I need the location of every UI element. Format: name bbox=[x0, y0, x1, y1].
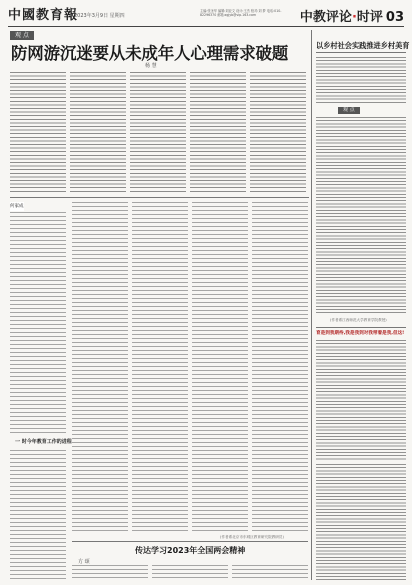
horizontal-divider bbox=[10, 197, 309, 198]
right-box-body-2 bbox=[316, 464, 406, 580]
right-box-title: 育是到我期待,我是我到对我带着是我,但这! bbox=[316, 331, 405, 336]
main-article-col-4 bbox=[190, 72, 246, 192]
main-article-col-2 bbox=[70, 72, 126, 192]
side-article-tag: 观 点 bbox=[338, 107, 360, 114]
bottom-col-2 bbox=[152, 565, 228, 581]
section-name-2: 时评 bbox=[356, 10, 383, 25]
main-article-headline: 防网游沉迷要从未成年人心理需求破题 bbox=[11, 44, 289, 63]
right-box-body-1 bbox=[316, 340, 406, 460]
side-article-headline: 以乡村社会实践推进乡村美育 bbox=[316, 41, 410, 50]
section-name: 中教评论 bbox=[299, 10, 352, 25]
main-article-author: 杨 慧 bbox=[145, 63, 157, 69]
bottom-article-author: 方 颂 bbox=[78, 559, 90, 565]
lower-left-subheading: 一 时今年教育工作的进程 bbox=[12, 438, 75, 445]
editorial-info: 主编:张圣华 编辑:刘亚文 设计:王杰 校对:刘 梦 电话:010-82296370 邮箱:zgjyb@vip.163.com bbox=[200, 9, 282, 18]
newspaper-logo: 中國教育報 bbox=[8, 8, 79, 23]
bottom-article-headline: 传达学习2023年全国两会精神 bbox=[135, 546, 246, 555]
issue-date: 2023年3月9日 星期四 bbox=[74, 13, 125, 19]
column-divider bbox=[311, 30, 312, 580]
mid-col-1 bbox=[72, 202, 128, 532]
mid-col-4 bbox=[252, 202, 308, 532]
main-article-col-1 bbox=[10, 72, 66, 192]
lower-left-tag: 何家成 bbox=[10, 204, 24, 209]
main-article-col-5 bbox=[250, 72, 306, 192]
side-article-author-credit: (作者系江西师范大学教育学院教授) bbox=[330, 318, 387, 322]
center-author-credit: (作者系北京市东城区教育研究院教研员) bbox=[220, 535, 284, 539]
bottom-col-1 bbox=[72, 565, 148, 581]
section-separator: · bbox=[351, 10, 357, 25]
bottom-col-3 bbox=[232, 565, 308, 581]
mid-col-3 bbox=[192, 202, 248, 532]
side-article-body-1 bbox=[316, 57, 406, 105]
lower-left-body-2 bbox=[10, 450, 66, 580]
right-box-top-rule bbox=[316, 327, 406, 328]
lower-left-body-1 bbox=[10, 212, 66, 434]
main-article-col-3 bbox=[130, 72, 186, 192]
section-title bbox=[300, 6, 404, 25]
main-article-tag: 观 点 bbox=[10, 31, 34, 40]
page-number: 03 bbox=[385, 10, 404, 25]
masthead bbox=[8, 4, 404, 27]
bottom-divider bbox=[72, 541, 308, 542]
side-headline-rule bbox=[316, 52, 406, 53]
side-article-body-2 bbox=[316, 117, 406, 315]
mid-col-2 bbox=[132, 202, 188, 532]
